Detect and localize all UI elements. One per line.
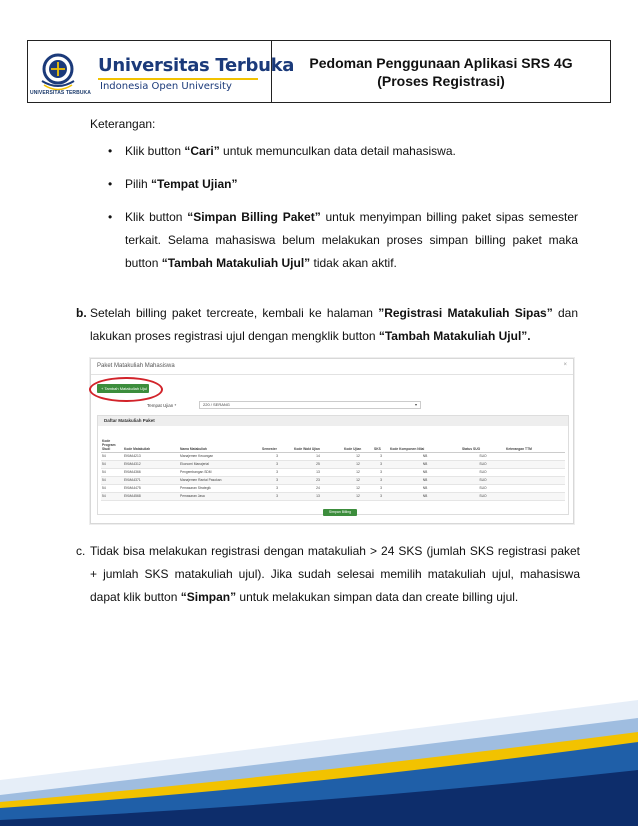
column-header: Nama Matakuliah <box>179 430 261 452</box>
table-cell: SUO <box>461 476 505 484</box>
simpan-billing-button[interactable]: Simpan Billing <box>323 509 357 516</box>
table-cell: 12 <box>343 460 373 468</box>
list-item: • Klik button “Simpan Billing Paket” untuk menyimpan billing paket sipas semester terkait. Selama mahasiswa belum melakukan proses simpan billing paket maka button “Tambah Matakuliah Ujul” tidak akan aktif. <box>108 206 578 275</box>
table-cell: 54 <box>101 484 123 492</box>
paragraph-b: b. Setelah billing paket tercreate, kembali ke halaman ”Registrasi Matakuliah Sipas” dan lakukan proses registrasi ujul dengan mengklik button “Tambah Matakuliah Ujul”. <box>90 302 578 348</box>
table-cell: 24 <box>293 484 343 492</box>
university-logo <box>28 41 295 102</box>
table-cell: 3 <box>261 468 293 476</box>
table-cell: SUO <box>461 484 505 492</box>
table-cell <box>505 476 565 484</box>
emblem-caption: UNIVERSITAS TERBUKA <box>30 90 91 96</box>
table-cell: 13 <box>293 492 343 500</box>
table-row <box>101 460 565 468</box>
keterangan-label: Keterangan: <box>90 117 156 131</box>
table-cell <box>505 452 565 460</box>
footer-wave-decoration <box>0 670 638 826</box>
table-cell: 54 <box>101 476 123 484</box>
chevron-down-icon: ▾ <box>414 402 417 407</box>
table-cell: NB <box>389 460 461 468</box>
tempat-ujian-label: Tempat Ujian * <box>147 403 177 408</box>
document-header <box>27 40 611 103</box>
column-header: Kode Wakt Ujian <box>293 430 343 452</box>
table-cell: SUO <box>461 492 505 500</box>
table-cell: 3 <box>373 476 389 484</box>
table-cell: SUO <box>461 452 505 460</box>
table-row <box>101 452 565 460</box>
university-subtitle: Indonesia Open University <box>100 81 232 92</box>
daftar-matakuliah-title: Daftar Matakuliah Paket <box>98 416 568 426</box>
table-cell: 3 <box>261 476 293 484</box>
table-cell: 3 <box>373 452 389 460</box>
panel-title: Paket Matakuliah Mahasiswa <box>97 363 175 369</box>
table-cell: NB <box>389 468 461 476</box>
highlight-circle <box>89 377 163 402</box>
table-cell: Manajemen Keuangan <box>179 452 261 460</box>
table-cell: Pemasaran Jasa <box>179 492 261 500</box>
table-cell: 13 <box>293 468 343 476</box>
brand-divider <box>98 78 258 80</box>
table-row <box>101 484 565 492</box>
table-cell: 23 <box>293 476 343 484</box>
divider <box>91 374 573 375</box>
table-row <box>101 476 565 484</box>
paragraph-marker: b. <box>76 306 87 320</box>
document-title-line2: (Proses Registrasi) <box>377 72 505 89</box>
table-cell <box>505 492 565 500</box>
column-header: Kode Program Studi <box>101 430 123 452</box>
tambah-matakuliah-ujul-button[interactable]: + Tambah Matakuliah Ujul <box>97 384 149 393</box>
table-cell: 54 <box>101 468 123 476</box>
table-cell: EKMA4312 <box>123 460 179 468</box>
column-header: Kode Matakuliah <box>123 430 179 452</box>
keterangan-list <box>108 140 578 285</box>
table-cell: NB <box>389 452 461 460</box>
table-cell: Pemasaran Strategik <box>179 484 261 492</box>
list-item: • Klik button “Cari” untuk memunculkan data detail mahasiswa. <box>108 140 578 163</box>
table-cell: 3 <box>261 484 293 492</box>
paragraph-c: c. Tidak bisa melakukan registrasi dengan matakuliah > 24 SKS (jumlah SKS registrasi paket + jumlah SKS matakuliah ujul). Jika sudah selesai memilih matakuliah ujul, mahasiswa dapat klik button “Simpan” untuk melakukan simpan data dan create billing ujul. <box>90 540 580 609</box>
table-cell: EKMA4366 <box>123 468 179 476</box>
column-header: Status SUO <box>461 430 505 452</box>
table-cell: 12 <box>343 452 373 460</box>
close-icon[interactable]: × <box>563 362 567 368</box>
table-cell <box>505 460 565 468</box>
document-title <box>272 41 610 102</box>
table-cell: Ekonomi Manajerial <box>179 460 261 468</box>
list-item: • Pilih “Tempat Ujian” <box>108 173 578 196</box>
matakuliah-table-body <box>101 452 565 500</box>
table-cell: SUO <box>461 468 505 476</box>
table-header-row <box>101 430 565 452</box>
table-cell: 3 <box>373 492 389 500</box>
column-header: Keterangan TTM <box>505 430 565 452</box>
table-cell: 54 <box>101 492 123 500</box>
table-cell: EKMA4213 <box>123 452 179 460</box>
table-cell: 3 <box>261 452 293 460</box>
table-cell: EKMA4371 <box>123 476 179 484</box>
column-header: Kode Ujian <box>343 430 373 452</box>
university-name: Universitas Terbuka <box>98 55 295 76</box>
table-cell: Manajemen Rantai Pasokan <box>179 476 261 484</box>
table-cell: 54 <box>101 452 123 460</box>
table-cell: NB <box>389 484 461 492</box>
table-cell: SUO <box>461 460 505 468</box>
table-cell: 14 <box>293 452 343 460</box>
tempat-ujian-select[interactable]: 220 / SERANG ▾ <box>199 401 421 409</box>
table-cell: 12 <box>343 484 373 492</box>
table-cell: NB <box>389 492 461 500</box>
table-cell: EKMA4475 <box>123 484 179 492</box>
table-cell: 3 <box>261 492 293 500</box>
daftar-matakuliah-panel <box>97 415 569 515</box>
table-cell: 12 <box>343 476 373 484</box>
column-header: Kode Komponen Nilai <box>389 430 461 452</box>
table-cell: Pengembangan SDM <box>179 468 261 476</box>
column-header: Semester <box>261 430 293 452</box>
table-cell: 3 <box>373 460 389 468</box>
table-cell: 3 <box>373 484 389 492</box>
paket-matakuliah-screenshot <box>90 358 574 524</box>
paragraph-marker: c. <box>76 544 86 558</box>
matakuliah-table <box>101 430 565 501</box>
table-cell <box>505 468 565 476</box>
table-cell: 54 <box>101 460 123 468</box>
table-cell: 12 <box>343 468 373 476</box>
table-cell: 3 <box>373 468 389 476</box>
table-row <box>101 492 565 500</box>
table-cell: NB <box>389 476 461 484</box>
table-cell <box>505 484 565 492</box>
table-row <box>101 468 565 476</box>
table-cell: 25 <box>293 460 343 468</box>
column-header: SKS <box>373 430 389 452</box>
table-cell: 12 <box>343 492 373 500</box>
table-cell: 3 <box>261 460 293 468</box>
table-cell: EKMA4568 <box>123 492 179 500</box>
document-title-line1: Pedoman Penggunaan Aplikasi SRS 4G <box>309 54 573 71</box>
